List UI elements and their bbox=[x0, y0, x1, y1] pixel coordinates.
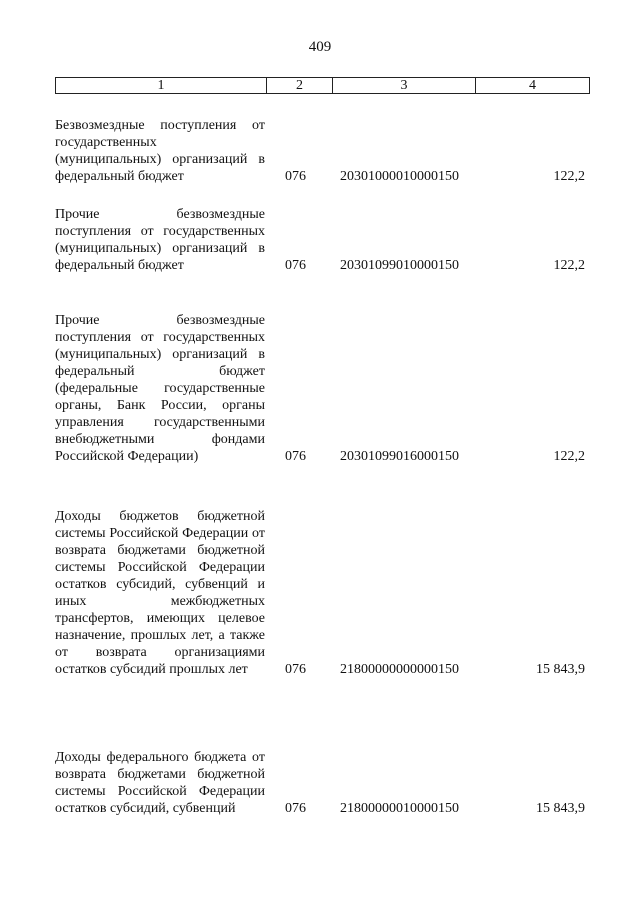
row-admin-code: 076 bbox=[285, 801, 306, 816]
row-amount: 15 843,9 bbox=[536, 662, 585, 677]
row-amount: 15 843,9 bbox=[536, 801, 585, 816]
column-header-row bbox=[56, 78, 590, 94]
row-kbk-code: 20301099010000150 bbox=[340, 258, 459, 273]
row-kbk-code: 20301099016000150 bbox=[340, 449, 459, 464]
row-amount: 122,2 bbox=[553, 449, 585, 464]
row-kbk-code: 21800000000000150 bbox=[340, 662, 459, 677]
page-number: 409 bbox=[308, 39, 332, 55]
row-amount: 122,2 bbox=[553, 258, 585, 273]
row-kbk-code: 20301000010000150 bbox=[340, 169, 459, 184]
row-admin-code: 076 bbox=[285, 169, 306, 184]
column-header-4: 4 bbox=[476, 78, 590, 94]
row-admin-code: 076 bbox=[285, 258, 306, 273]
row-amount: 122,2 bbox=[553, 169, 585, 184]
column-header-2: 2 bbox=[267, 78, 333, 94]
row-name: Доходы бюджетов бюджетной системы Российской Федерации от возврата бюджетами бюджетной системы Российской Федерации остатков субсидий, субвенций и иных межбюджетных трансфертов, имеющих целевое назначение, прошлых лет, а также от возврата организациями остатков субсидий прошлых лет bbox=[55, 509, 265, 677]
row-name: Доходы федерального бюджета от возврата бюджетами бюджетной системы Российской Федерации остатков субсидий, субвенций bbox=[55, 750, 265, 816]
table-row bbox=[55, 749, 585, 817]
row-name: Безвозмездные поступления от государственных (муниципальных) организаций в федеральный бюджет bbox=[55, 118, 265, 184]
table-row bbox=[55, 206, 585, 274]
row-admin-code: 076 bbox=[285, 662, 306, 677]
column-header-3: 3 bbox=[333, 78, 476, 94]
row-name: Прочие безвозмездные поступления от государственных (муниципальных) организаций в федеральный бюджет (федеральные государственные органы, Банк России, органы управления государственными внебюджетными фондами Российской Федерации) bbox=[55, 313, 265, 464]
row-admin-code: 076 bbox=[285, 449, 306, 464]
column-header-1: 1 bbox=[56, 78, 267, 94]
row-name: Прочие безвозмездные поступления от государственных (муниципальных) организаций в федеральный бюджет bbox=[55, 207, 265, 273]
table-row bbox=[55, 508, 585, 678]
table-row bbox=[55, 117, 585, 185]
table-row bbox=[55, 312, 585, 465]
row-kbk-code: 21800000010000150 bbox=[340, 801, 459, 816]
column-header-table bbox=[55, 77, 590, 94]
